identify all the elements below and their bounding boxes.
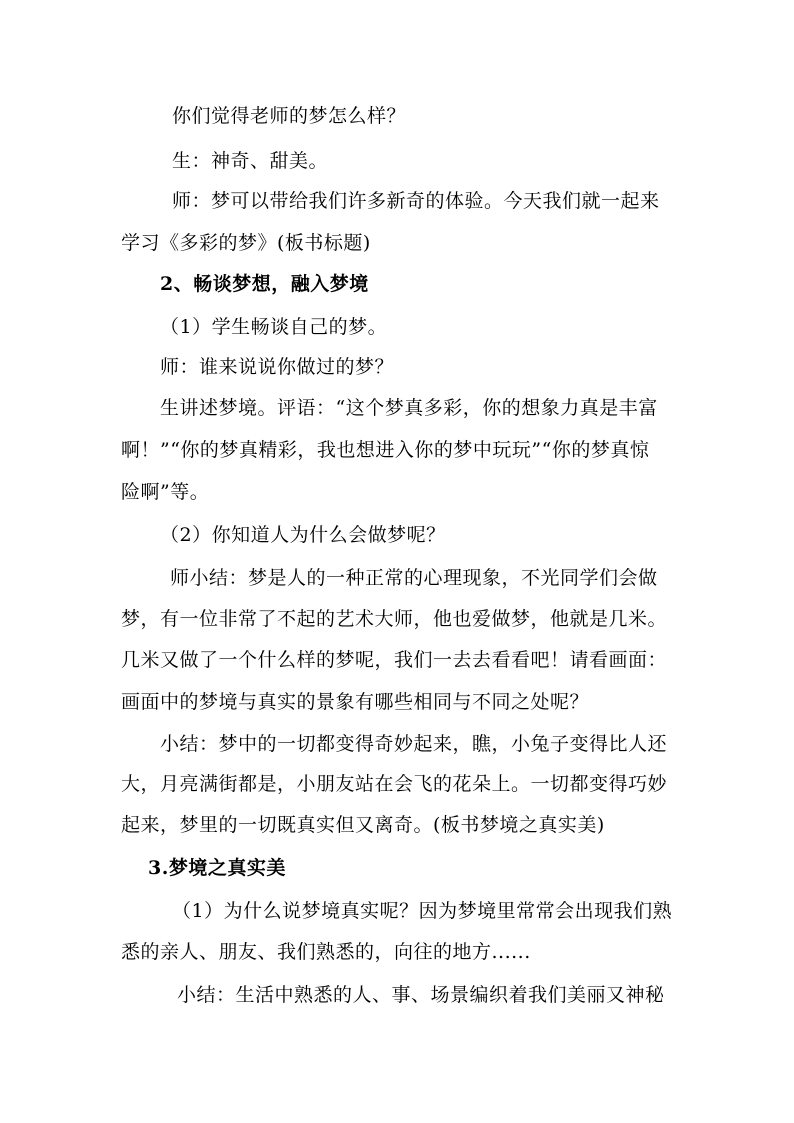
section-heading: 3.梦境之真实美 [148,857,286,879]
text-line: 啊！”“你的梦真精彩，我也想进入你的梦中玩玩”“你的梦真惊 [121,439,650,461]
text-line: 学习《多彩的梦》(板书标题) [121,232,371,254]
text-line: 大，月亮满街都是，小朋友站在会飞的花朵上。一切都变得巧妙 [121,773,668,795]
text-line: 画面中的梦境与真实的景象有哪些相同与不同之处呢？ [121,691,590,713]
text-line: 师小结：梦是人的一种正常的心理现象，不光同学们会做 [170,567,658,589]
text-line: 小结：生活中熟悉的人、事、场景编织着我们美丽又神秘 [177,984,665,1006]
text-line: 梦，有一位非常了不起的艺术大师，他也爱做梦，他就是几米。 [121,608,668,630]
text-line: 起来，梦里的一切既真实但又离奇。(板书梦境之真实美) [121,814,605,836]
text-line: 师：谁来说说你做过的梦？ [160,356,395,378]
text-line: 你们觉得老师的梦怎么样？ [172,105,407,127]
text-line: 生讲述梦境。评语：“这个梦真多彩，你的想象力真是丰富 [160,397,658,419]
text-line: 生：神奇、甜美。 [172,150,329,172]
text-line: 悉的亲人、朋友、我们熟悉的，向往的地方...... [121,941,531,963]
text-line: 险啊”等。 [121,481,210,503]
text-line: （2）你知道人为什么会做梦呢？ [160,524,446,546]
section-heading: 2、畅谈梦想，融入梦境 [160,273,369,295]
text-line: （1）为什么说梦境真实呢？因为梦境里常常会出现我们熟 [172,900,673,922]
text-line: （1）学生畅谈自己的梦。 [160,316,388,338]
text-line: 几米又做了一个什么样的梦呢，我们一去去看看吧！请看画面： [121,649,668,671]
text-line: 师：梦可以带给我们许多新奇的体验。今天我们就一起来 [172,190,660,212]
text-line: 小结：梦中的一切都变得奇妙起来，瞧，小兔子变得比人还 [160,733,668,755]
